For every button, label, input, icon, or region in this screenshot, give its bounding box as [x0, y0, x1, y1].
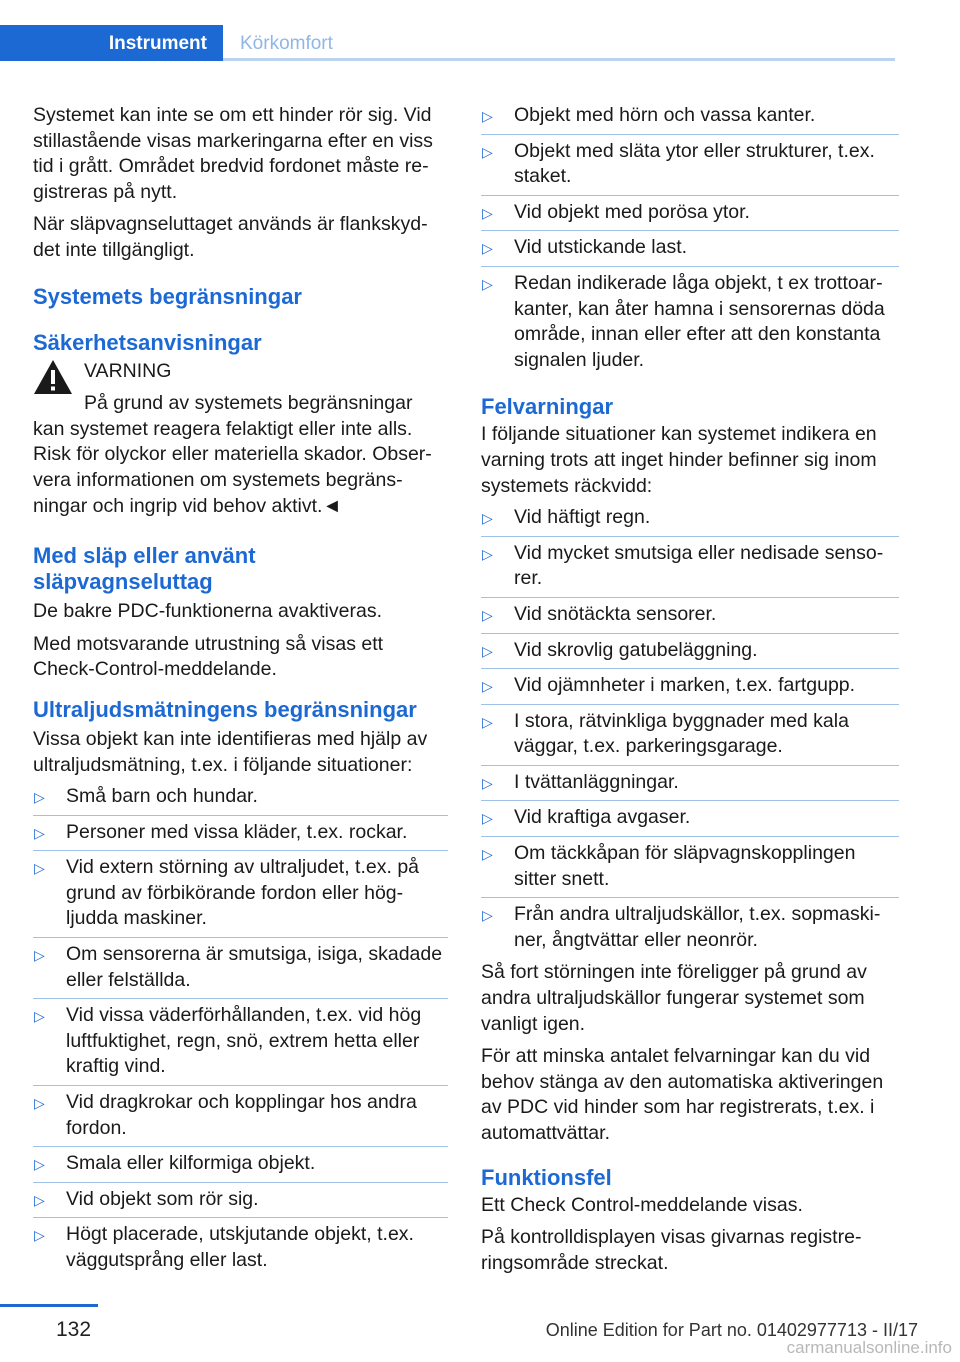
- list-item: ▷ Vid extern störning av ultraljudet, t.ex. på grund av förbikörande fordon eller högljudda maskiner.: [33, 851, 448, 938]
- list-item: ▷ Från andra ultraljudskällor, t.ex. sopmaskiner, ångtvättar eller neonrör.: [482, 903, 881, 951]
- list-item: ▷ Vid mycket smutsiga eller nedisade sensorer.: [481, 537, 899, 598]
- triangle-bullet-icon: ▷: [34, 1095, 45, 1112]
- tab-underline: [223, 58, 895, 61]
- heading-med-slap: Med släp eller använt släpvagnseluttag: [33, 543, 256, 595]
- heading-felvarningar: Felvarningar: [481, 394, 614, 420]
- warning-text: kan systemet reagera felaktigt eller inte alls. Risk för olyckor eller materiella skador. Observera informationen om systemets begränsningar och ingrip vid behov aktivt.◄: [33, 417, 432, 517]
- triangle-bullet-icon: ▷: [34, 947, 45, 964]
- heading-systemets-begransningar: Systemets begränsningar: [33, 283, 302, 309]
- edition-note: Online Edition for Part no. 01402977713 - II/17: [545, 1320, 918, 1340]
- triangle-bullet-icon: ▷: [482, 240, 493, 257]
- triangle-bullet-icon: ▷: [34, 1008, 45, 1025]
- list-item: ▷ Vid objekt med porösa ytor.: [481, 196, 899, 232]
- page-number: 132: [56, 1318, 92, 1341]
- tab-instrument[interactable]: [0, 25, 223, 61]
- heading-funktionsfel: Funktionsfel: [481, 1164, 612, 1190]
- warning-box: [33, 359, 448, 520]
- warning-first-line: På grund av systemets begränsningar: [84, 392, 413, 415]
- list-item: ▷ Vid snötäckta sensorer.: [481, 598, 899, 634]
- triangle-bullet-icon: ▷: [482, 545, 493, 562]
- list-item: ▷ Små barn och hundar.: [33, 780, 448, 816]
- object-list: [481, 99, 899, 378]
- triangle-bullet-icon: ▷: [482, 606, 493, 623]
- list-item: ▷ Personer med vissa kläder, t.ex. rockar.: [33, 816, 448, 852]
- list-item: ▷ Vid dragkrokar och kopplingar hos andra fordon.: [33, 1086, 448, 1147]
- triangle-bullet-icon: ▷: [482, 678, 493, 695]
- list-item: ▷ Vid vissa väderförhållanden, t.ex. vid hög luftfuktighet, regn, snö, extrem hetta eller kraftig vind.: [33, 999, 448, 1086]
- triangle-bullet-icon: ▷: [482, 810, 493, 827]
- list-item: ▷ Vid kraftiga avgaser.: [481, 801, 899, 837]
- watermark: carmanualsonline.info: [786, 1338, 952, 1357]
- tab-instrument-label: Instrument: [108, 33, 207, 54]
- paragraph: De bakre PDC-funktionerna avaktiveras.: [33, 600, 382, 623]
- paragraph: Systemet kan inte se om ett hinder rör sig. Vid stillastående visas markeringarna efter en viss tid i grått. Området bredvid fordonet måste registreras på nytt.: [33, 104, 433, 203]
- list-item: ▷ Objekt med släta ytor eller strukturer, t.ex. staket.: [481, 135, 899, 196]
- false-warning-list: [481, 501, 899, 958]
- limitation-list: [33, 780, 448, 1279]
- triangle-bullet-icon: ▷: [34, 1156, 45, 1173]
- triangle-bullet-icon: ▷: [482, 774, 493, 791]
- paragraph: I följande situationer kan systemet indikera en varning trots att inget hinder befinner sig inom systemets räckvidd:: [481, 423, 877, 497]
- left-column: [33, 103, 448, 1279]
- triangle-bullet-icon: ▷: [482, 907, 493, 924]
- triangle-bullet-icon: ▷: [34, 789, 45, 806]
- list-item: ▷ Vid häftigt regn.: [481, 501, 899, 537]
- footer-rule: [0, 1304, 98, 1307]
- triangle-bullet-icon: ▷: [34, 824, 45, 841]
- triangle-bullet-icon: ▷: [482, 275, 493, 292]
- paragraph: Ett Check Control-meddelande visas.: [481, 1193, 803, 1216]
- right-column: [481, 103, 899, 1283]
- list-item: ▷ Om sensorerna är smutsiga, isiga, skadade eller felställda.: [33, 938, 448, 999]
- list-item: ▷ I tvättanläggningar.: [481, 766, 899, 802]
- list-item: ▷ Objekt med hörn och vassa kanter.: [481, 99, 899, 135]
- warning-triangle-icon: [33, 359, 73, 395]
- paragraph: När släpvagnseluttaget används är flankskyddet inte tillgängligt.: [33, 213, 428, 261]
- triangle-bullet-icon: ▷: [34, 860, 45, 877]
- list-item: ▷ I stora, rätvinkliga byggnader med kala väggar, t.ex. parkeringsgarage.: [481, 705, 899, 766]
- list-item: ▷ Redan indikerade låga objekt, t ex trottoarkanter, kan åter hamna i sensorernas döda område, innan eller efter att den konstanta signalen ljuder.: [482, 271, 885, 371]
- list-item: ▷ Vid utstickande last.: [481, 231, 899, 267]
- triangle-bullet-icon: ▷: [34, 1227, 45, 1244]
- tab-korkomfort-label: Körkomfort: [240, 33, 333, 54]
- triangle-bullet-icon: ▷: [482, 713, 493, 730]
- triangle-bullet-icon: ▷: [482, 642, 493, 659]
- paragraph: För att minska antalet felvarningar kan du vid behov stänga av den automatiska aktiveringen av PDC vid hinder som har registrerats, t.ex. i automattvättar.: [481, 1045, 884, 1144]
- list-item: ▷ Högt placerade, utskjutande objekt, t.ex. väggutsprång eller last.: [34, 1223, 414, 1271]
- paragraph: Vissa objekt kan inte identifieras med hjälp av ultraljudsmätning, t.ex. i följande situationer:: [33, 727, 428, 776]
- list-item: ▷ Om täckkåpan för släpvagnskopplingen sitter snett.: [481, 837, 899, 898]
- paragraph: Så fort störningen inte föreligger på grund av andra ultraljudskällor fungerar systemet som vanligt igen.: [481, 961, 867, 1035]
- triangle-bullet-icon: ▷: [482, 108, 493, 124]
- heading-sakerhetsanvisningar: Säkerhetsanvisningar: [33, 329, 262, 355]
- triangle-bullet-icon: ▷: [482, 510, 493, 527]
- chapter-tabbar: [0, 25, 895, 61]
- triangle-bullet-icon: ▷: [482, 846, 493, 863]
- triangle-bullet-icon: ▷: [482, 204, 493, 221]
- triangle-bullet-icon: ▷: [482, 143, 493, 160]
- list-item: ▷ Vid ojämnheter i marken, t.ex. fartgupp.: [481, 669, 899, 705]
- tab-korkomfort[interactable]: [223, 25, 895, 61]
- triangle-bullet-icon: ▷: [34, 1191, 45, 1208]
- list-item: ▷ Smala eller kilformiga objekt.: [33, 1147, 448, 1183]
- heading-ultraljud: Ultraljudsmätningens begränsningar: [33, 696, 417, 722]
- paragraph: På kontrolldisplayen visas givarnas registreringsområde streckat.: [481, 1226, 862, 1274]
- warning-title: VARNING: [84, 359, 172, 382]
- list-item: ▷ Vid skrovlig gatubeläggning.: [481, 634, 899, 670]
- paragraph: Med motsvarande utrustning så visas ett Check-Control-meddelande.: [33, 632, 384, 681]
- list-item: ▷ Vid objekt som rör sig.: [33, 1183, 448, 1219]
